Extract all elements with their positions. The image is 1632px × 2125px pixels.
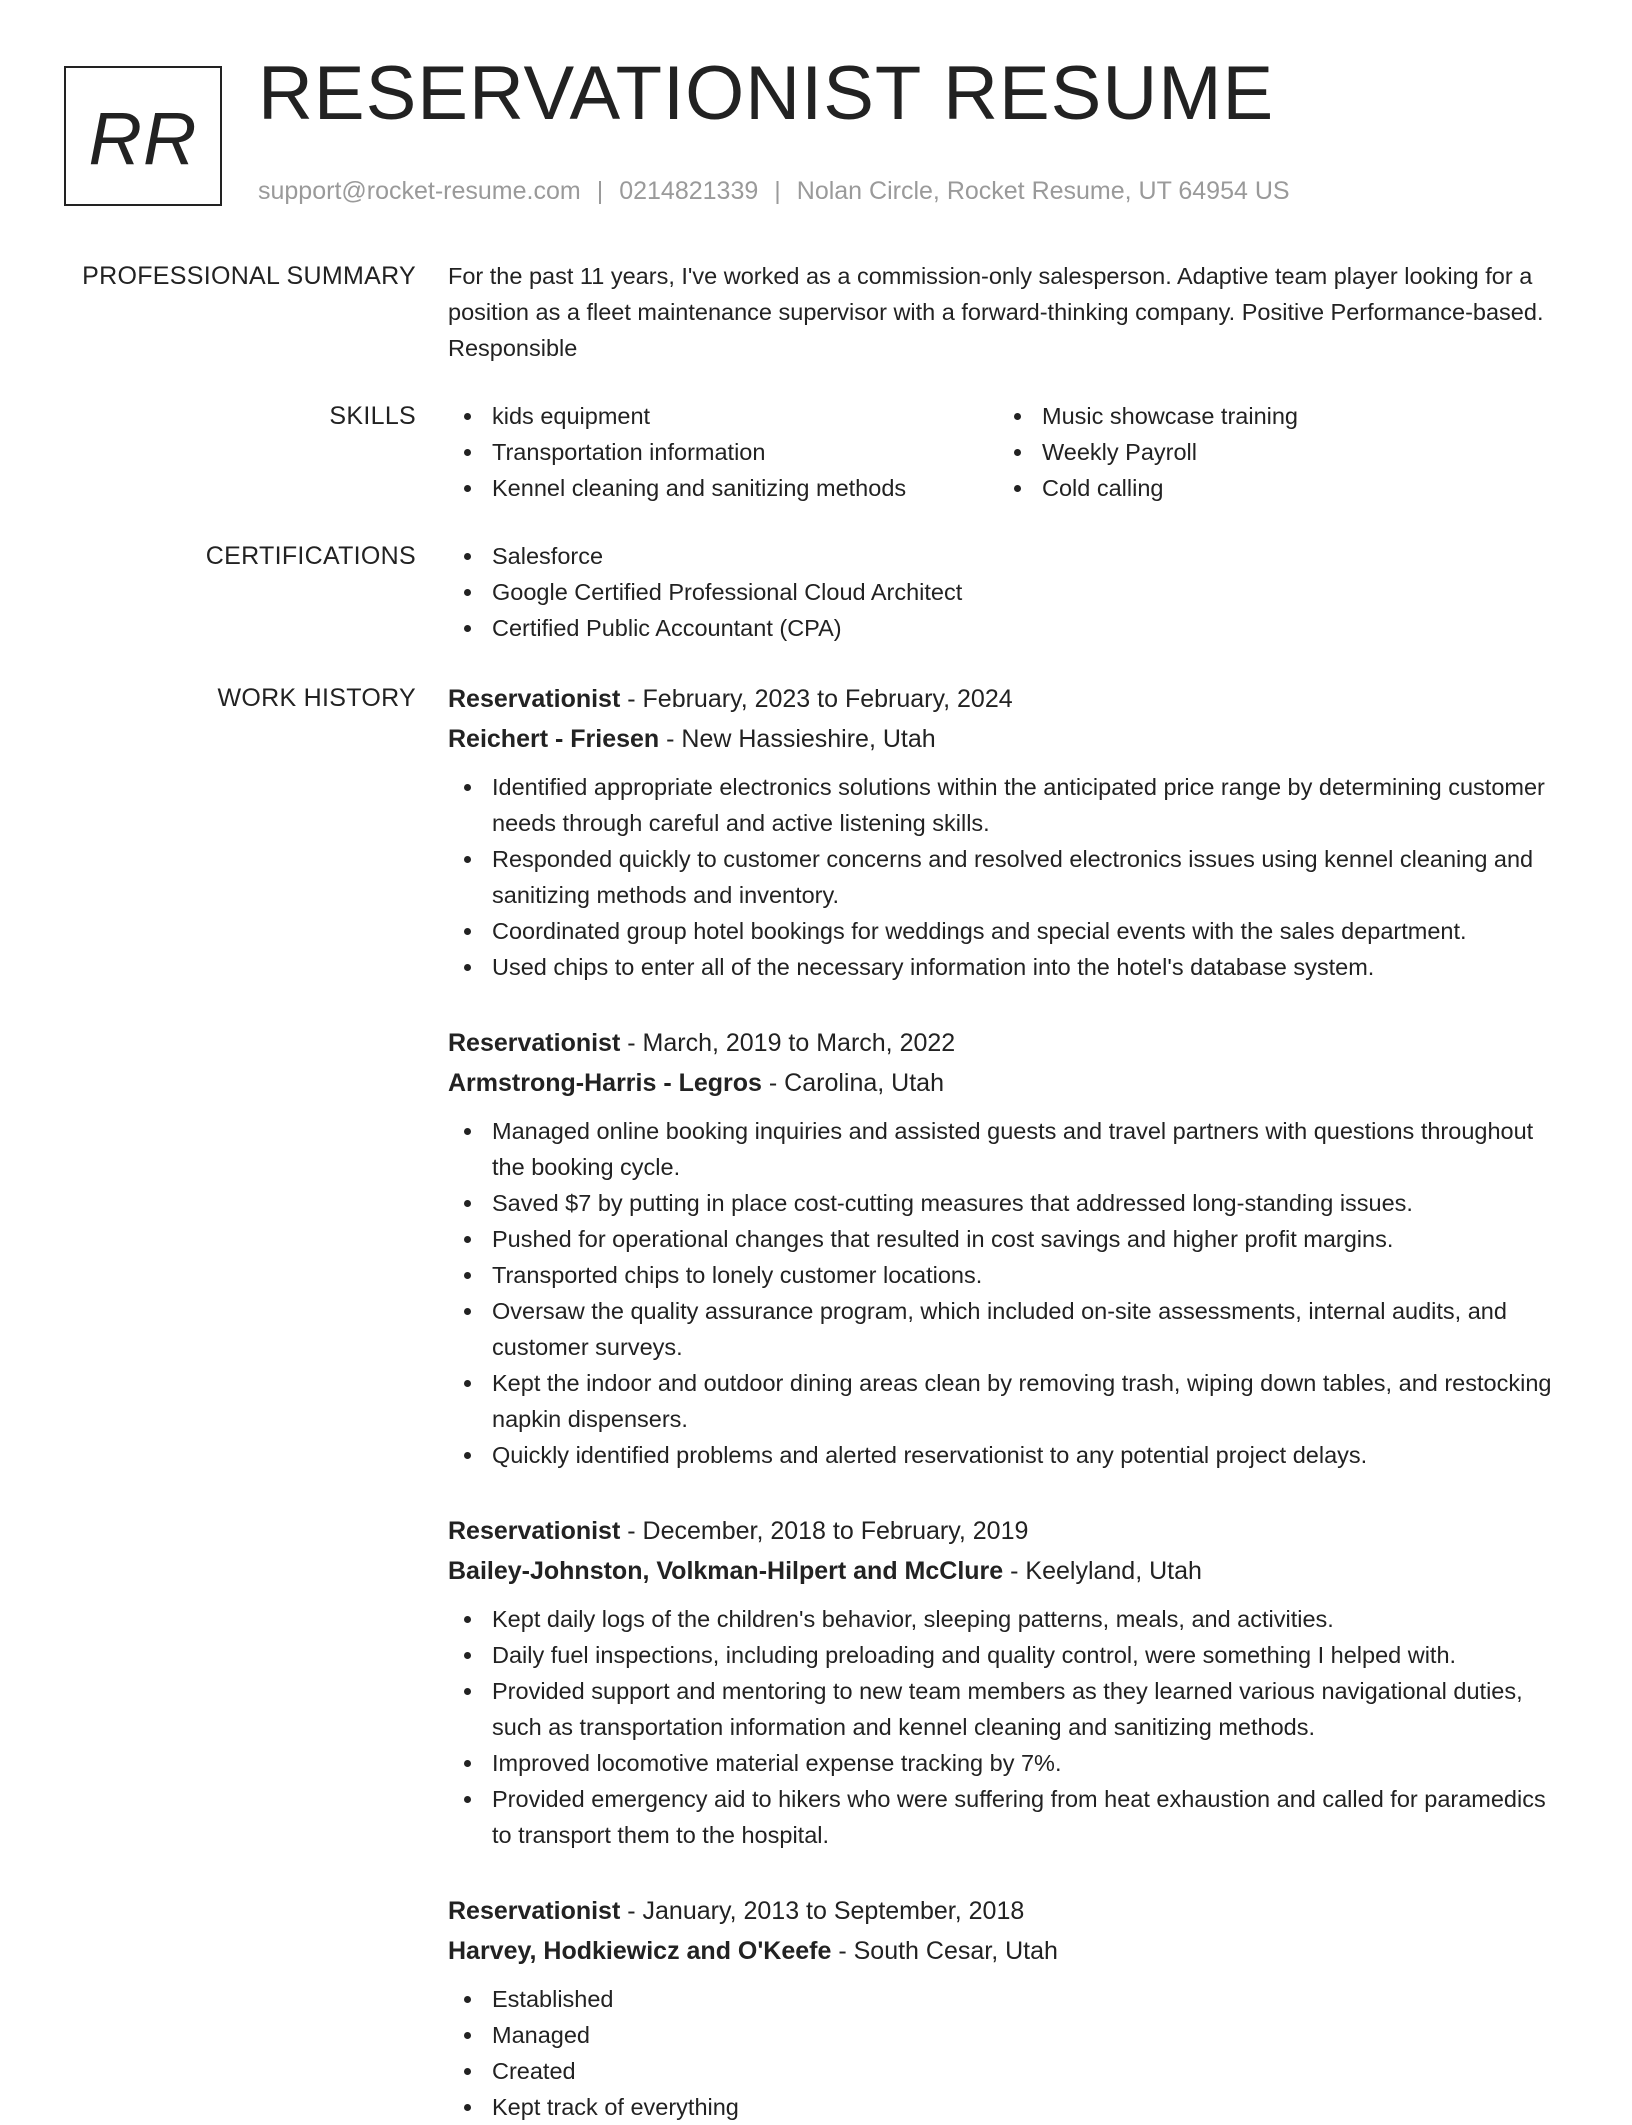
job-bullet: Saved $7 by putting in place cost-cutting measures that addressed long-standing issues.: [448, 1185, 1568, 1221]
job-bullet: Coordinated group hotel bookings for weddings and special events with the sales department.: [448, 913, 1568, 949]
job-bullet: Managed: [448, 2017, 1568, 2053]
job-bullet: Kept track of everything: [448, 2089, 1568, 2125]
job-location: - South Cesar, Utah: [831, 1937, 1058, 1965]
job-bullet: Used chips to enter all of the necessary information into the hotel's database system.: [448, 949, 1568, 985]
summary-heading: PROFESSIONAL SUMMARY: [82, 262, 416, 290]
job-company-line: [448, 1551, 1568, 1591]
job-bullet: Pushed for operational changes that resulted in cost savings and higher profit margins.: [448, 1221, 1568, 1257]
contact-email[interactable]: support@rocket-resume.com: [258, 177, 581, 205]
resume-title: RESERVATIONIST RESUME: [258, 51, 1275, 136]
job-location: - Keelyland, Utah: [1003, 1557, 1202, 1585]
job-entry: [448, 1511, 1568, 1853]
job-bullet: Provided emergency aid to hikers who were suffering from heat exhaustion and called for paramedics to transport them to the hospital.: [448, 1781, 1568, 1853]
job-dates: - February, 2023 to February, 2024: [620, 685, 1013, 713]
certifications-body: [448, 538, 1568, 646]
job-title: Reservationist: [448, 685, 621, 713]
job-bullet: Oversaw the quality assurance program, which included on-site assessments, internal audits, and customer surveys.: [448, 1293, 1568, 1365]
job-bullets: [448, 769, 1568, 985]
job-bullet: Quickly identified problems and alerted reservationist to any potential project delays.: [448, 1437, 1568, 1473]
job-bullet: Provided support and mentoring to new team members as they learned various navigational duties, such as transportation information and kennel cleaning and sanitizing methods.: [448, 1673, 1568, 1745]
skills-body: [448, 398, 1568, 506]
monogram-initials: RR: [88, 96, 198, 180]
job-company: Armstrong-Harris - Legros: [448, 1069, 762, 1097]
job-title-line: [448, 1891, 1568, 1931]
skill-item: Kennel cleaning and sanitizing methods: [448, 470, 998, 506]
job-bullet: Daily fuel inspections, including preloading and quality control, were something I helped with.: [448, 1637, 1568, 1673]
skills-column-2: [998, 398, 1548, 506]
certification-item: Google Certified Professional Cloud Architect: [448, 574, 1568, 610]
job-bullet: Kept the indoor and outdoor dining areas clean by removing trash, wiping down tables, and restocking napkin dispensers.: [448, 1365, 1568, 1437]
job-location: - New Hassieshire, Utah: [659, 725, 936, 753]
job-title: Reservationist: [448, 1029, 621, 1057]
job-company-line: [448, 1931, 1568, 1971]
skill-item: Cold calling: [998, 470, 1548, 506]
job-title-line: [448, 1023, 1568, 1063]
skill-item: Weekly Payroll: [998, 434, 1548, 470]
job-company: Bailey-Johnston, Volkman-Hilpert and McClure: [448, 1557, 1004, 1585]
skill-item: kids equipment: [448, 398, 998, 434]
job-bullet: Identified appropriate electronics solutions within the anticipated price range by determining customer needs through careful and active listening skills.: [448, 769, 1568, 841]
job-entry: [448, 1023, 1568, 1473]
contact-separator: |: [596, 177, 604, 205]
work-history-heading: WORK HISTORY: [217, 684, 416, 712]
summary-body: [448, 258, 1568, 366]
job-bullet: Established: [448, 1981, 1568, 2017]
job-company: Reichert - Friesen: [448, 725, 660, 753]
summary-text: For the past 11 years, I've worked as a commission-only salesperson. Adaptive team player looking for a position as a fleet maintenance supervisor with a forward-thinking company. Positive Performance-based. Responsible: [448, 263, 1544, 361]
job-bullet: Kept daily logs of the children's behavior, sleeping patterns, meals, and activities.: [448, 1601, 1568, 1637]
job-title-line: [448, 1511, 1568, 1551]
skills-heading: SKILLS: [329, 402, 416, 430]
job-dates: - January, 2013 to September, 2018: [620, 1897, 1025, 1925]
contact-phone[interactable]: 0214821339: [619, 177, 759, 205]
job-bullets: [448, 1601, 1568, 1853]
job-bullet: Transported chips to lonely customer locations.: [448, 1257, 1568, 1293]
contact-separator: |: [774, 177, 781, 205]
job-title: Reservationist: [448, 1897, 621, 1925]
certification-item: Salesforce: [448, 538, 1568, 574]
skills-column-1: [448, 398, 998, 506]
monogram-box: [64, 66, 222, 206]
job-title: Reservationist: [448, 1517, 621, 1545]
job-company: Harvey, Hodkiewicz and O'Keefe: [448, 1937, 832, 1965]
job-entry: [448, 1891, 1568, 2125]
job-company-line: [448, 719, 1568, 759]
job-bullet: Responded quickly to customer concerns and resolved electronics issues using kennel cleaning and sanitizing methods and inventory.: [448, 841, 1568, 913]
job-bullets: [448, 1981, 1568, 2125]
skill-item: Transportation information: [448, 434, 998, 470]
skills-grid: [448, 398, 1568, 506]
certifications-heading: CERTIFICATIONS: [205, 542, 416, 570]
job-bullets: [448, 1113, 1568, 1473]
job-bullet: Improved locomotive material expense tracking by 7%.: [448, 1745, 1568, 1781]
job-bullet: Managed online booking inquiries and assisted guests and travel partners with questions throughout the booking cycle.: [448, 1113, 1568, 1185]
certification-item: Certified Public Accountant (CPA): [448, 610, 1568, 646]
job-location: - Carolina, Utah: [761, 1069, 944, 1097]
contact-address: Nolan Circle, Rocket Resume, UT 64954 US: [796, 177, 1290, 205]
certifications-list: [448, 538, 1568, 646]
job-dates: - March, 2019 to March, 2022: [620, 1029, 956, 1057]
job-entry: [448, 679, 1568, 985]
contact-line: [258, 176, 1290, 206]
job-bullet: Created: [448, 2053, 1568, 2089]
job-company-line: [448, 1063, 1568, 1103]
job-dates: - December, 2018 to February, 2019: [620, 1517, 1029, 1545]
skill-item: Music showcase training: [998, 398, 1548, 434]
job-title-line: [448, 679, 1568, 719]
